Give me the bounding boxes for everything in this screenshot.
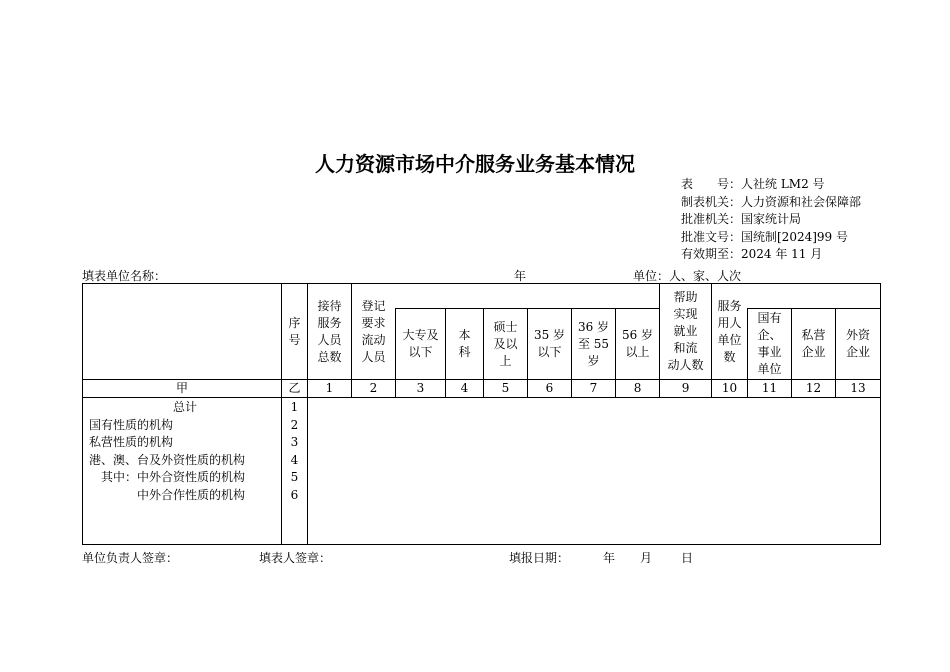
meta-valid-until: 有效期至：2024 年 11 月	[681, 247, 823, 261]
fill-date-year: 年	[603, 551, 616, 565]
meta-approving-authority: 批准机关：国家统计局	[681, 212, 802, 226]
header-col-6: 35 岁 以下	[528, 309, 572, 380]
header-item-name-cell	[83, 284, 282, 380]
index-cell: 2	[352, 380, 396, 398]
fill-date-month: 月	[640, 551, 653, 565]
index-cell: 1	[308, 380, 352, 398]
meta-approval-number: 批准文号：国统制[2024]99 号	[681, 229, 848, 244]
header-col-13: 外资 企业	[836, 309, 881, 380]
header-col-11: 国有 企、 事业 单位	[748, 309, 792, 380]
meta-form-number: 表 号：人社统 LM2 号	[681, 177, 825, 191]
header-seq: 序 号	[282, 284, 308, 380]
statistics-table	[82, 283, 881, 545]
row-seq: 6	[290, 487, 299, 502]
index-cell: 10	[712, 380, 748, 398]
unit-label: 单位：人、家、人次	[633, 269, 742, 283]
row-labels-cell	[83, 398, 282, 545]
row-seq: 3	[290, 435, 299, 449]
index-cell: 甲	[83, 380, 282, 398]
report-meta	[681, 176, 861, 264]
header-col-8: 56 岁 以上	[616, 309, 660, 380]
filler-signature-label: 填表人签章：	[259, 551, 332, 565]
header-group-blank	[396, 284, 660, 309]
meta-issuing-authority: 制表机关：人力资源和社会保障部	[681, 194, 862, 209]
fill-date-label: 填报日期：	[509, 551, 570, 565]
header-col-3: 大专及 以下	[396, 309, 446, 380]
unit-name-label: 填表单位名称：	[82, 269, 167, 283]
row-label-cooperative: 中外合作性质的机构	[137, 487, 246, 502]
header-col-4: 本 科	[446, 309, 484, 380]
header-col-7: 36 岁 至 55 岁	[572, 309, 616, 380]
index-cell: 6	[528, 380, 572, 398]
index-cell: 11	[748, 380, 792, 398]
header-col-10: 服务 用人 单位 数	[712, 284, 748, 380]
header-col-1: 接待 服务 人员 总数	[308, 284, 352, 380]
index-cell: 3	[396, 380, 446, 398]
fill-date-day: 日	[681, 551, 694, 565]
index-cell: 7	[572, 380, 616, 398]
row-label-total: 总计	[173, 400, 198, 414]
header-col-5: 硕士 及以 上	[484, 309, 528, 380]
index-cell: 乙	[282, 380, 308, 398]
index-cell: 13	[836, 380, 881, 398]
row-seq-cell	[282, 398, 308, 545]
report-title: 人力资源市场中介服务业务基本情况	[315, 152, 635, 176]
row-seq: 5	[290, 470, 299, 484]
index-row	[83, 380, 881, 398]
header-col-9: 帮助 实现 就业 和流 动人数	[660, 284, 712, 380]
data-entry-area[interactable]	[308, 398, 881, 545]
header-col-12: 私营 企业	[792, 309, 836, 380]
row-label-state-owned: 国有性质的机构	[89, 417, 174, 432]
row-label-joint-venture: 其中：中外合资性质的机构	[101, 470, 246, 484]
unit-head-signature-label: 单位负责人签章：	[82, 551, 179, 565]
index-cell: 4	[446, 380, 484, 398]
index-cell: 8	[616, 380, 660, 398]
year-label: 年	[514, 269, 527, 283]
header-group-blank-2	[748, 284, 881, 309]
index-cell: 12	[792, 380, 836, 398]
index-cell: 5	[484, 380, 528, 398]
row-label-hk-macau-taiwan-foreign: 港、澳、台及外资性质的机构	[89, 452, 246, 467]
row-seq: 1	[290, 400, 299, 414]
index-cell: 9	[660, 380, 712, 398]
row-seq: 4	[290, 452, 299, 467]
row-label-private: 私营性质的机构	[89, 435, 174, 449]
row-seq: 2	[290, 417, 299, 432]
header-col-2: 登记 要求 流动 人员	[352, 284, 396, 380]
